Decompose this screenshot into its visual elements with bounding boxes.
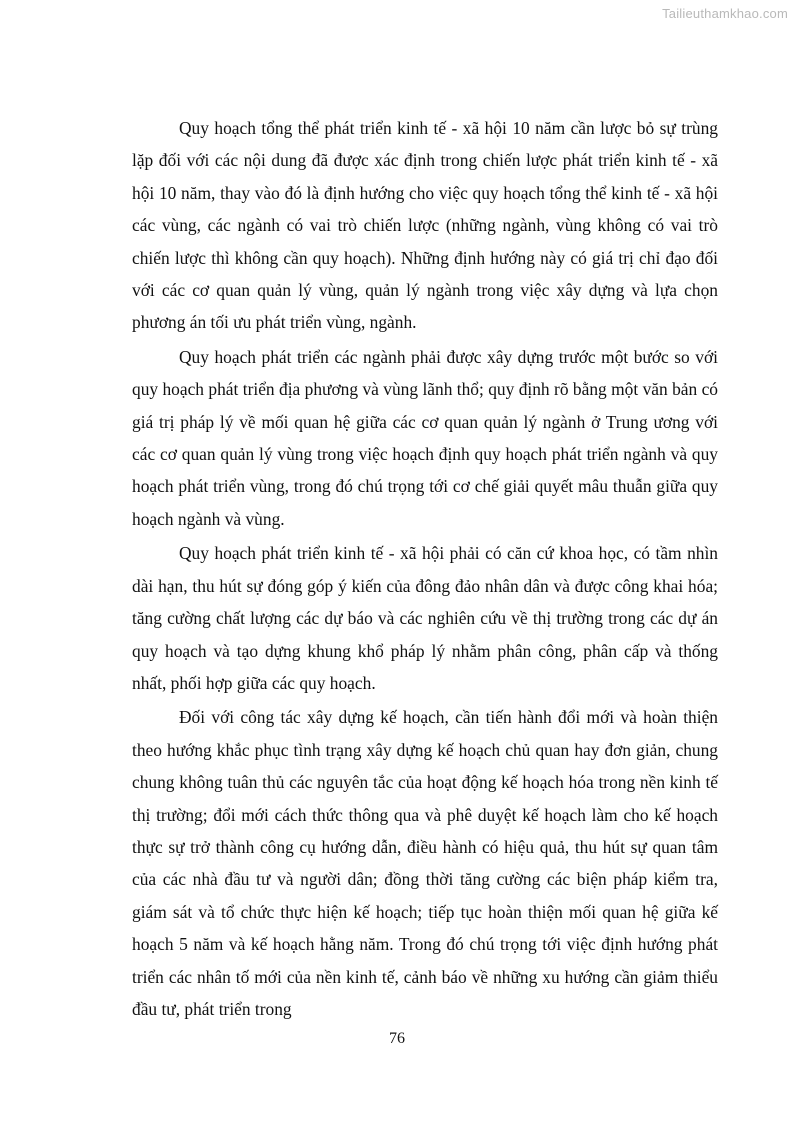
paragraph-2: Quy hoạch phát triển các ngành phải được xây dựng trước một bước so với quy hoạch phát triển địa phương và vùng lãnh thổ; quy định rõ bằng một văn bản có giá trị pháp lý về mối quan hệ giữa các cơ quan quản lý ngành ở Trung ương với các cơ quan quản lý vùng trong việc hoạch định quy hoạch phát triển ngành và quy hoạch phát triển vùng, trong đó chú trọng tới cơ chế giải quyết mâu thuẫn giữa quy hoạch ngành và vùng. bbox=[132, 346, 718, 529]
paragraph-4: Đối với công tác xây dựng kế hoạch, cần tiến hành đổi mới và hoàn thiện theo hướng khắc phục tình trạng xây dựng kế hoạch chủ quan hay đơn giản, chung chung không tuân thủ các nguyên tắc của hoạt động kế hoạch hóa trong nền kinh tế thị trường; đổi mới cách thức thông qua và phê duyệt kế hoạch làm cho kế hoạch thực sự trở thành công cụ hướng dẫn, điều hành có hiệu quả, thu hút sự quan tâm của các nhà đầu tư và người dân; đồng thời tăng cường các biện pháp kiểm tra, giám sát và tổ chức thực hiện kế hoạch; tiếp tục hoàn thiện mối quan hệ giữa kế hoạch 5 năm và kế hoạch hằng năm. Trong đó chú trọng tới việc định hướng phát triển các nhân tố mới của nền kinh tế, cảnh báo về những xu hướng cần giảm thiểu đầu tư, phát triển trong bbox=[132, 707, 718, 1019]
body-text bbox=[132, 112, 718, 1027]
watermark: Tailieuthamkhao.com bbox=[662, 6, 788, 21]
paragraph-3: Quy hoạch phát triển kinh tế - xã hội phải có căn cứ khoa học, có tầm nhìn dài hạn, thu hút sự đóng góp ý kiến của đông đảo nhân dân và được công khai hóa; tăng cường chất lượng các dự báo và các nghiên cứu về thị trường trong các dự án quy hoạch và tạo dựng khung khổ pháp lý nhằm phân công, phân cấp và thống nhất, phối hợp giữa các quy hoạch. bbox=[132, 543, 718, 693]
paragraph-1: Quy hoạch tổng thể phát triển kinh tế - xã hội 10 năm cần lược bỏ sự trùng lặp đối với các nội dung đã được xác định trong chiến lược phát triển kinh tế - xã hội 10 năm, thay vào đó là định hướng cho việc quy hoạch tổng thể kinh tế - xã hội các vùng, các ngành có vai trò chiến lược (những ngành, vùng không có vai trò chiến lược thì không cần quy hoạch). Những định hướng này có giá trị chỉ đạo đối với các cơ quan quản lý vùng, quản lý ngành trong việc xây dựng và lựa chọn phương án tối ưu phát triển vùng, ngành. bbox=[132, 118, 718, 333]
page-number: 76 bbox=[389, 1030, 405, 1047]
